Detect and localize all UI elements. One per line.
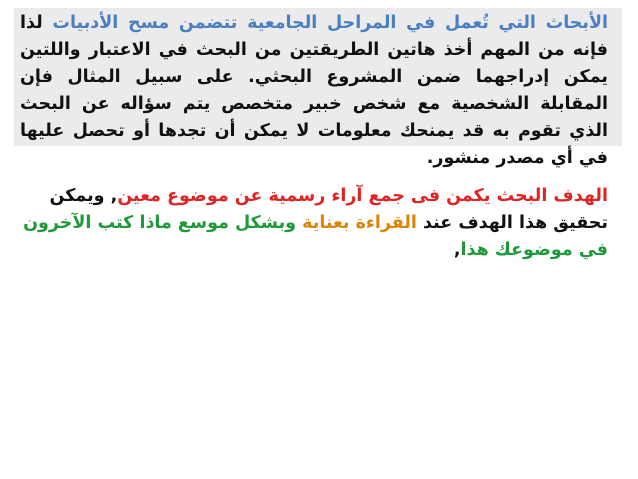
goal-statement: الهدف البحث يكمن فى جمع آراء رسمية عن موضوع معين [117, 186, 608, 206]
goal-paragraph [14, 183, 622, 264]
others-writing-phrase: وبشكل موسع ماذا كتب الآخرون في موضوعك هذا [23, 213, 608, 260]
goal-end-comma: , [453, 240, 461, 260]
intro-text: لذا فإنه من المهم أخذ هاتين الطريقتين من البحث في الاعتبار واللتين يمكن إدراجهما ضمن المشروع البحثي. على سبيل المثال فإن المقابلة الشخصية مع شخص خبير متخصص يتم سؤاله عن البحث الذي تقوم به قد يمنحك معلومات لا يمكن أن تجدها أو تحصل عليها في أي مصدر منشور. [20, 13, 608, 168]
intro-highlight: الأبحاث التي تُعمل في المراحل الجامعية تتضمن مسح الأدبيات [52, 13, 608, 33]
careful-reading-phrase: القراءة بعناية [302, 213, 417, 233]
intro-paragraph [14, 8, 622, 168]
goal-connector: , ويمكن تحقيق هذا الهدف عند [49, 186, 608, 233]
